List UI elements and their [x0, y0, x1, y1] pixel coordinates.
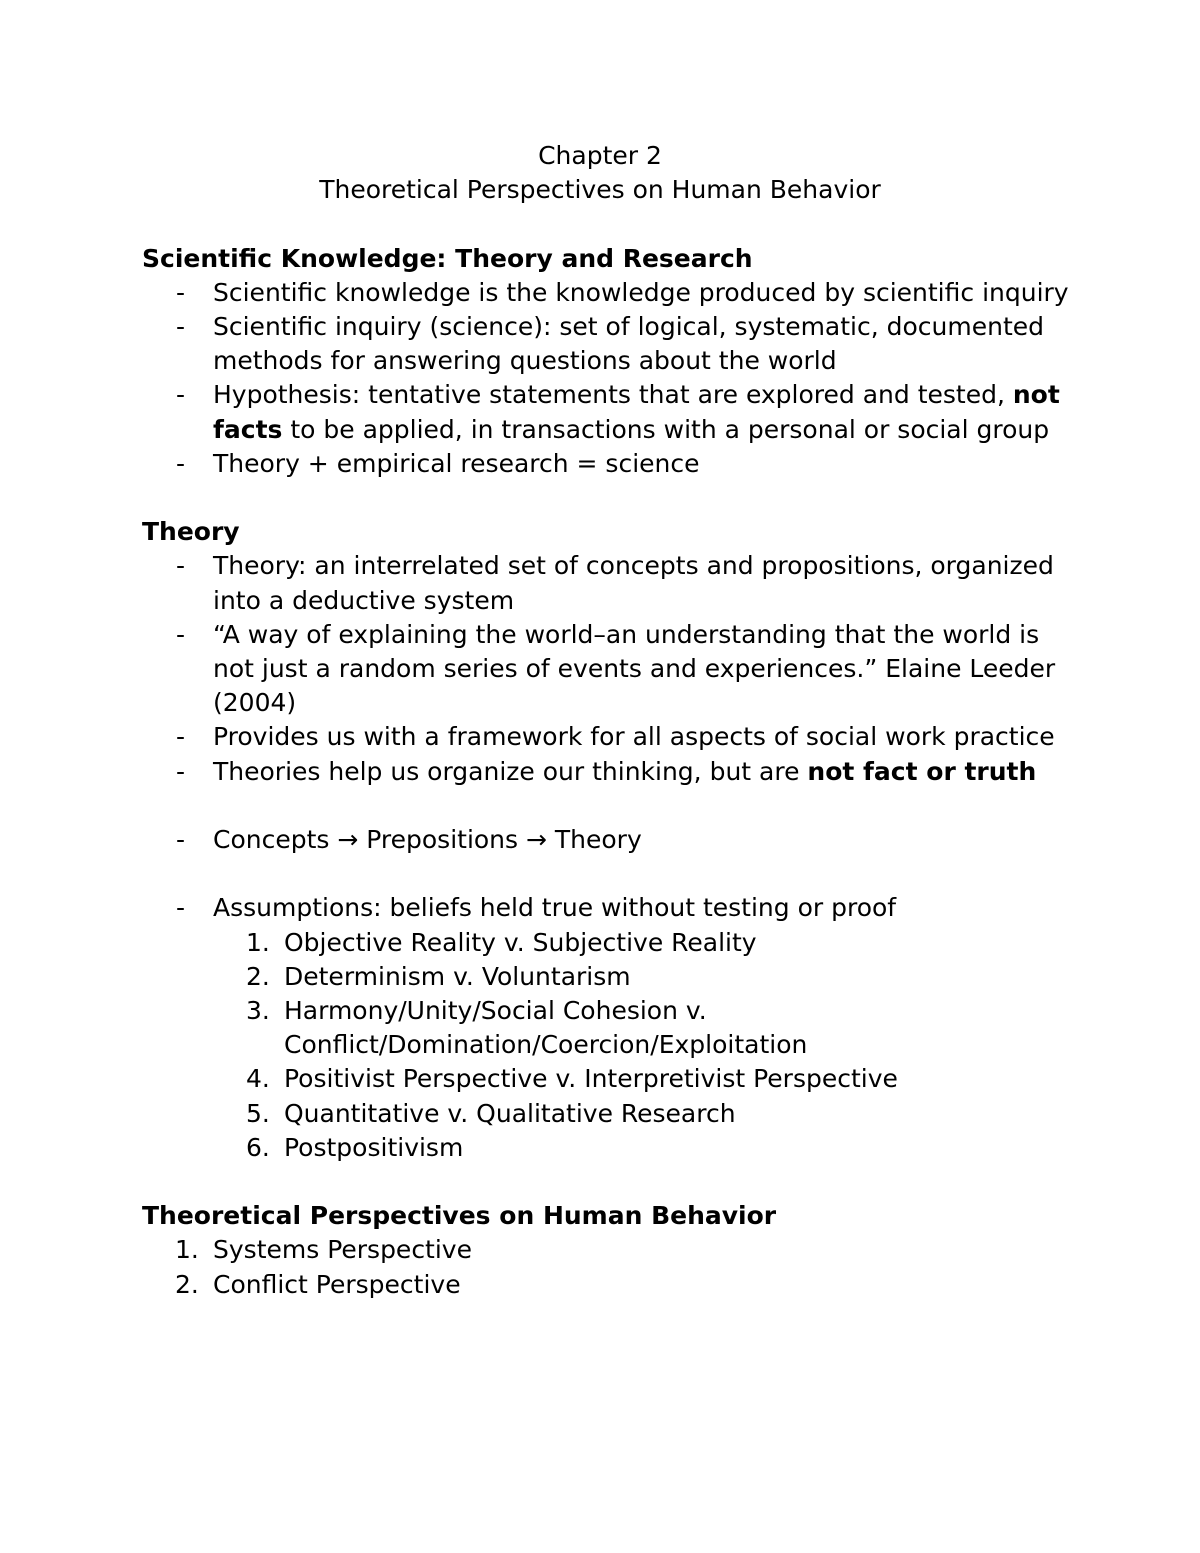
list-item [142, 1131, 1072, 1165]
list-item-text: Systems Perspective [213, 1235, 472, 1265]
list-item [142, 310, 1072, 378]
list-item-text: Theory: an interrelated set of concepts and propositions, organized into a deductive system [213, 551, 1054, 615]
list-item [142, 1097, 1072, 1131]
section-heading: Theory [142, 517, 240, 547]
list-item-text: Hypothesis: tentative statements that are explored and tested, [213, 380, 1013, 410]
emphasis-text: not facts [213, 380, 1060, 444]
dash-marker: - [176, 619, 186, 649]
list-item [142, 720, 1072, 754]
bullet-list [142, 549, 1072, 925]
dash-marker: - [176, 893, 186, 923]
dash-marker: - [176, 277, 186, 307]
section-theoretical-perspectives [142, 1199, 1072, 1302]
list-item-text: Determinism v. Voluntarism [284, 961, 631, 991]
number-marker: 6. [246, 1132, 270, 1162]
list-item [142, 994, 1072, 1062]
spacer [142, 1165, 1072, 1199]
section-heading: Scientific Knowledge: Theory and Research [142, 243, 753, 273]
dash-marker: - [176, 551, 186, 581]
chapter-title: Chapter 2 [538, 141, 662, 170]
dash-marker: - [176, 824, 186, 854]
number-marker: 4. [246, 1064, 270, 1094]
list-item-text: Concepts → Prepositions → Theory [213, 824, 642, 854]
list-item-text: Harmony/Unity/Social Cohesion v. Conflict/Domination/Coercion/Exploitation [284, 995, 808, 1060]
spacer [142, 207, 1072, 241]
list-item-text: Conflict Perspective [213, 1269, 461, 1299]
dash-marker: - [176, 380, 186, 410]
list-item-text: Theories help us organize our thinking, but are [213, 756, 808, 786]
list-item [142, 378, 1072, 446]
number-marker: 5. [246, 1098, 270, 1128]
dash-marker: - [176, 448, 186, 478]
list-item [142, 755, 1072, 789]
spacer [142, 481, 1072, 515]
list-item-text: Scientific inquiry (science): set of logical, systematic, documented methods for answering questions about the world [213, 311, 1045, 376]
list-item-text: Objective Reality v. Subjective Reality [284, 927, 757, 957]
number-marker: 3. [246, 995, 270, 1025]
list-item-text: Quantitative v. Qualitative Research [284, 1098, 736, 1128]
dash-marker: - [176, 311, 186, 341]
list-item [142, 1062, 1072, 1096]
dash-marker: - [176, 722, 186, 752]
assumptions-list [142, 926, 1072, 1165]
list-item-text: Provides us with a framework for all aspects of social work practice [213, 722, 1055, 752]
dash-marker: - [176, 756, 186, 786]
list-item-text: Postpositivism [284, 1132, 464, 1162]
list-item [142, 618, 1072, 721]
list-item [142, 891, 1072, 925]
list-item-text: “A way of explaining the world–an understanding that the world is not just a random series of events and experiences.” Elaine Leeder (2004) [213, 619, 1056, 718]
bullet-list [142, 276, 1072, 481]
document-page [142, 139, 1072, 1302]
number-marker: 1. [175, 1235, 199, 1265]
list-item [142, 1233, 1072, 1267]
section-theory [142, 515, 1072, 1165]
list-item [142, 926, 1072, 960]
chapter-subtitle: Theoretical Perspectives on Human Behavior [319, 175, 881, 205]
list-item [142, 447, 1072, 481]
list-item-text: Positivist Perspective v. Interpretivist Perspective [284, 1064, 898, 1094]
list-item-text: Theory + empirical research = science [213, 448, 700, 478]
number-marker: 2. [246, 961, 270, 991]
number-marker: 2. [175, 1269, 199, 1299]
number-marker: 1. [246, 927, 270, 957]
section-heading: Theoretical Perspectives on Human Behavior [142, 1201, 777, 1231]
list-item [142, 549, 1072, 617]
perspectives-list [142, 1233, 1072, 1301]
list-item [142, 960, 1072, 994]
emphasis-text: not fact or truth [807, 756, 1037, 786]
list-item-text: Scientific knowledge is the knowledge produced by scientific inquiry [213, 277, 1069, 307]
section-scientific-knowledge [142, 242, 1072, 481]
list-item-text: Assumptions: beliefs held true without testing or proof [213, 893, 897, 923]
list-item-text: to be applied, in transactions with a personal or social group [282, 414, 1050, 444]
title-block [142, 139, 1058, 207]
list-item [142, 823, 1072, 857]
list-item [142, 276, 1072, 310]
list-item [142, 1268, 1072, 1302]
